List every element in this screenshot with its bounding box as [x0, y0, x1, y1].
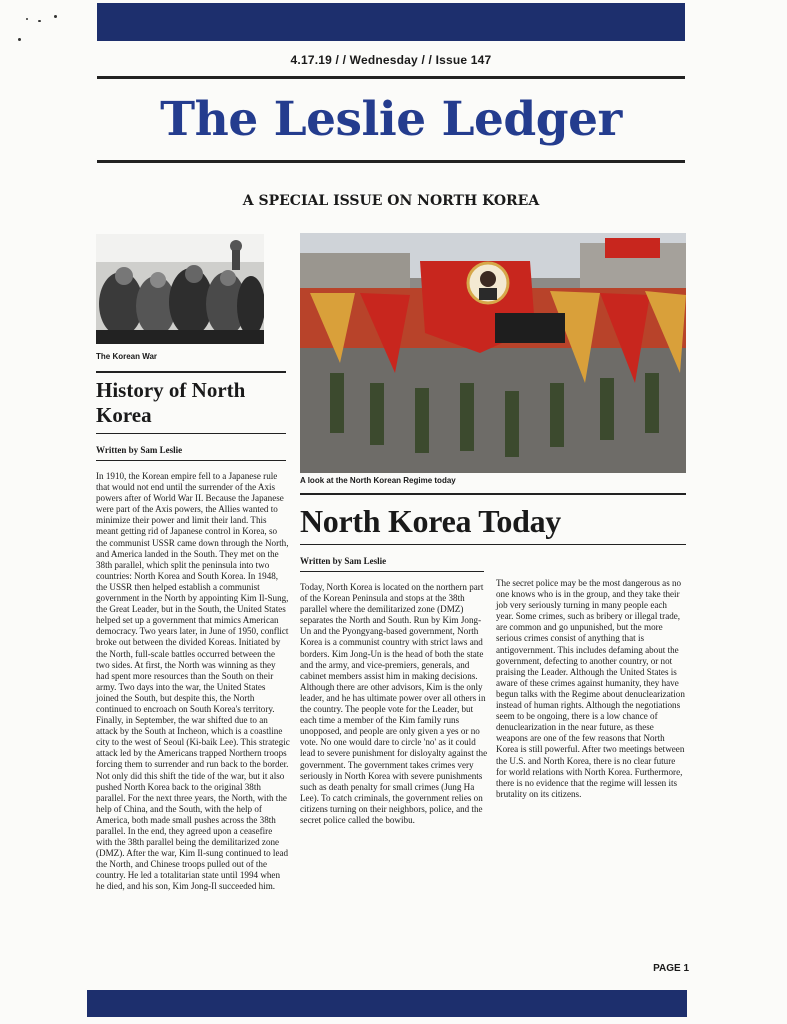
- bottom-color-band: [87, 990, 687, 1017]
- top-color-band: [97, 3, 685, 41]
- masthead-title: The Leslie Ledger: [160, 92, 622, 147]
- history-byline: Written by Sam Leslie: [96, 445, 183, 455]
- today-title-rule: [300, 544, 686, 545]
- history-title-rule: [96, 433, 286, 434]
- today-article-title: North Korea Today: [300, 503, 562, 539]
- masthead-top-rule: [97, 76, 685, 79]
- korean-war-photo: [96, 234, 264, 344]
- history-article-title: History of North Korea: [96, 378, 246, 427]
- korean-war-caption: The Korean War: [96, 352, 158, 361]
- parade-photo: [300, 233, 686, 473]
- today-top-rule: [300, 493, 686, 495]
- today-byline-rule: [300, 571, 484, 572]
- masthead-bottom-rule: [97, 160, 685, 163]
- history-byline-rule: [96, 460, 286, 461]
- issue-line: 4.17.19 / / Wednesday / / Issue 147: [290, 53, 492, 67]
- special-issue-heading: A SPECIAL ISSUE ON NORTH KOREA: [242, 193, 540, 209]
- scan-specks: [18, 12, 68, 42]
- history-top-rule: [96, 371, 286, 373]
- today-byline: Written by Sam Leslie: [300, 556, 387, 566]
- history-article-body: In 1910, the Korean empire fell to a Japanese rule that would not end until the surrender of the Axis powers after of World War II. Because the Japanese were part of the Axis powers, the Allies wanted to minimize their power and limit their land. This meant getting rid of Japanese control in Korea, so the communist USSR came down through the North, and America landed in the South. They met on the 38th parallel, which split the peninsula into two countries: North Korea and South Korea. In 1948, the USSR then helped establish a communist government in the North by appointing Kim Il-Sung, the Great Leader, but in the South, the United States helped set up a government that mimics American democracy. Two years later, in June of 1950, conflict broke out between the divided Koreas. Initiated by the North, full-scale battles occurred between the two sides. At first, the North was winning as they had spent more resources than the South on their army. Two days into the war, the United States joined the South, but despite this, the North continued to encroach on South Korea's territory. Finally, in September, the war shifted due to an attack by the South at Incheon, which is a coastline city to the west of Seoul (Ki-baik Lee). This strategic attack led by the Americans trapped Northern troops forcing them to surrender and run back to the border. Not only did this shift the tide of the war, but it also pushed North Korea back to the original 38th parallel. For the next three years, the North, with the help of China, and the South, with the help of America, both made small pushes across the 38th parallel. In the end, they agreed upon a ceasefire with the 38th parallel being the demilitarized zone (DMZ). After the war, Kim Il-sung continued to lead the North, and Chinese troops pulled out of the country. He led a totalitarian state until 1994 when he died, and his son, Kim Jong-Il succeeded him.: [96, 471, 290, 892]
- today-article-col1: Today, North Korea is located on the northern part of the Korean Peninsula and stops at the 38th parallel where the demilitarized zone (DMZ) separates the North and South. Run by Kim Jong-Un and the Pyongyang-based government, North Korea is a communist country with strict laws and borders. Kim Jong-Un is the head of both the state and the army, and vice-premiers, generals, and cabinet members assist him in making decisions. Although there are other advisors, Kim is the only leader, and he has ultimate power over all others in the country. The people vote for the Leader, but each time a member of the Kim family runs unopposed, and people are only given a yes or no vote. No one would dare to circle 'no' as it could lead to severe punishment for disloyalty against the government. The government takes crimes very seriously in North Korea with severe punishments such as death penalty for small crimes (Jung Ha Lee). To catch criminals, the government relies on citizens turning on their neighbors, police, and the secret police called the bowibu.: [300, 582, 488, 825]
- today-article-col2: The secret police may be the most dangerous as no one knows who is in the group, and they take their job very seriously turning in many people each year. Some crimes, such as bribery or illegal trade, are common and go unpunished, but the more serious crimes consist of anything that is antigovernment. This includes defaming about the government, defecting to another country, or not praising the Leader. Although the United States is aware of these crimes against humanity, they have begun talks with the Regime about denuclearization instead of human rights. Although the negotiations seem to be ongoing, there is a low chance of denuclearization in the near future, as these weapons are one of the few reasons that North Korea is still powerful. After two meetings between the U.S. and North Korea, there is no clear future for world relations with North Korea. Furthermore, there is no evidence that the regime will lessen its brutality on its citizens.: [496, 578, 685, 799]
- parade-caption: A look at the North Korean Regime today: [300, 476, 456, 485]
- page-number: PAGE 1: [653, 963, 689, 974]
